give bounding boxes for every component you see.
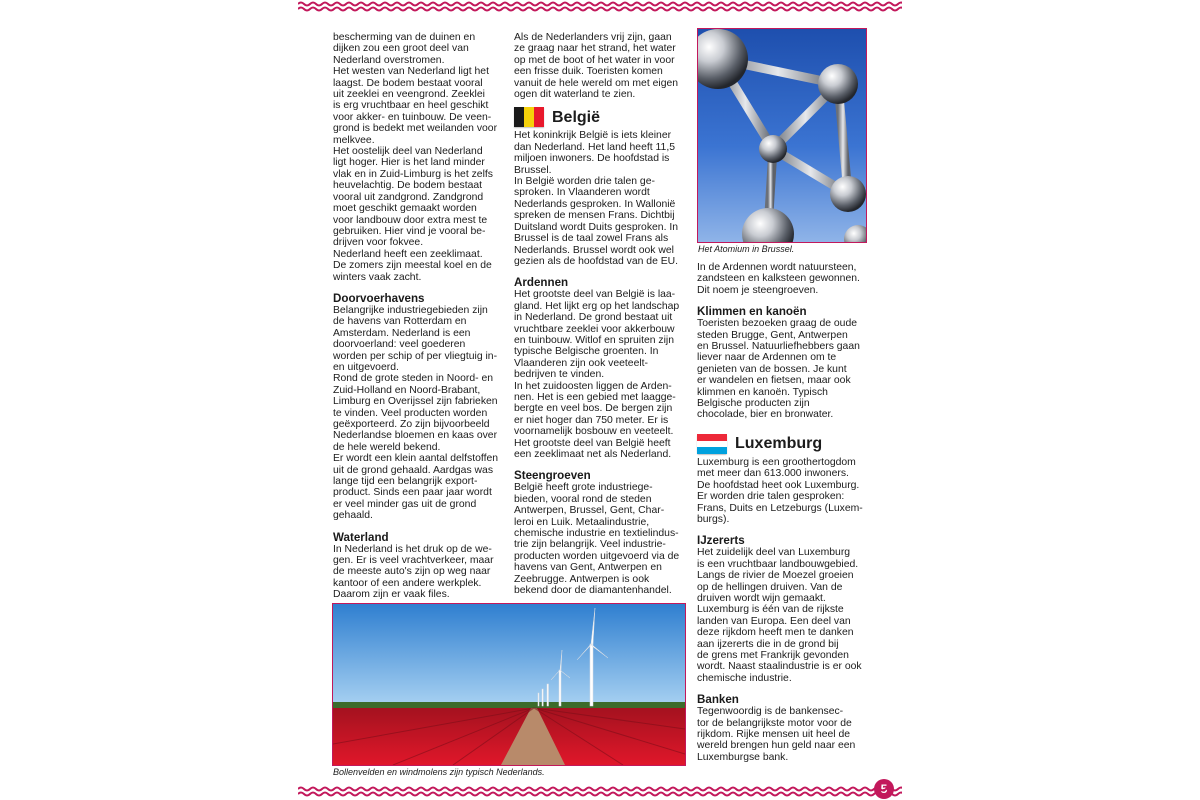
ardennen-text: Het grootste deel van België is laa- gland. Het lijkt erg op het landschap in Nederland. De grond bestaat uit vruchtbare zeeklei voor akkerbouw en tuinbouw. Witlof en spruiten zijn typische Belgische groenten. In Vlaanderen zijn ook veeteelt- bedrijven te vinden. In het zuidoosten liggen de Arden- nen. Het is een gebied met laagge- bergte en veel bos. De bergen zijn er niet hoger dan 750 meter. Er is voornamelijk bosbouw en veeteelt. Het grootste deel van België heeft een zeeklimaat net als Nederland.: [514, 289, 680, 460]
tulip-field-photo: [332, 603, 686, 766]
belgie-text: Het koninkrijk België is iets kleiner dan Nederland. Het land heeft 11,5 miljoen inwoners. De hoofdstad is Brussel. In België worden drie talen ge- sproken. In Vlaanderen wordt Nederlands gesproken. In Wallonië spreken de mensen Frans. Dichtbij Duitsland wordt Duits gesproken. In Brussel is de taal zowel Frans als Nederlands. Brussel wordt ook wel gezien als de hoofdstad van de EU.: [514, 130, 679, 267]
tulip-field-caption: Bollenvelden en windmolens zijn typisch Nederlands.: [333, 767, 545, 777]
ardennen-heading: Ardennen: [514, 276, 569, 290]
column-3: [697, 262, 869, 763]
steengroeven-heading: Steengroeven: [514, 469, 591, 483]
klimmen-heading: Klimmen en kanoën: [697, 305, 807, 319]
banken-text: Tegenwoordig is de bankensec- tor de belangrijkste motor voor de rijkdom. Rijke mensen uit heel de wereld brengen hun geld naar een Luxemburgse bank.: [697, 706, 856, 763]
atomium-illustration: [698, 29, 866, 242]
banken-heading: Banken: [697, 693, 739, 707]
waterland-text: In Nederland is het druk op de we- gen. Er is veel vrachtverkeer, maar de meeste auto's zijn op weg naar kantoor of een andere werkplek. Daarom zijn er vaak files.: [333, 543, 494, 601]
document-page: [298, 0, 902, 800]
klimmen-text: Toeristen bezoeken graag de oude steden Brugge, Gent, Antwerpen en Brussel. Natuurliefhebbers gaan liever naar de Ardennen om te genieten van de bossen. Je kunt er wandelen en fietsen, maar ook klimmen en kanoën. Typisch Belgische producten zijn chocolade, bier en bronwater.: [697, 318, 860, 421]
waterland-heading: Waterland: [333, 530, 389, 544]
steengroeven-text: België heeft grote industriege- bieden, vooral rond de steden Antwerpen, Brussel, Gent, Char- leroi en Luik. Metaalindustrie, chemische industrie en textielindus- trie zijn belangrijk. Veel industrie- producten worden uitgevoerd via de havens van Gent, Antwerpen en Zeebrugge. Antwerpen is ook bekend door de diamantenhandel.: [514, 482, 680, 597]
netherlands-intro-text: bescherming van de duinen en dijken zou een groot deel van Nederland overstromen. Het westen van Nederland ligt het laagst. De bodem bestaat vooral uit zeeklei en veengrond. Zeeklei is erg vruchtbaar en heel geschikt voor akker- en tuinbouw. De veen- grond is bedekt met weilanden voor melkvee. Het oostelijk deel van Nederland ligt hoger. Hier is het land minder vlak en in Zuid-Limburg is het zelfs heuvelachtig. De bodem bestaat vooral uit zandgrond. Zandgrond moet geschikt gemaakt worden voor landbouw door extra mest te gebruiken. Hier vind je vooral be- drijven voor fokvee. Nederland heeft een zeeklimaat. De zomers zijn meestal koel en de winters vaak zacht.: [333, 32, 498, 283]
bottom-wavy-border: [298, 785, 902, 799]
doorvoerhavens-heading: Doorvoerhavens: [333, 291, 425, 305]
luxemburg-title: Luxemburg: [735, 435, 823, 453]
column-2: [514, 32, 687, 596]
luxemburg-header: [697, 433, 869, 455]
belgie-title: België: [552, 108, 601, 126]
waterland-continued-text: Als de Nederlanders vrij zijn, gaan ze graag naar het strand, het water op met de boot of het water in voor een frisse duik. Toeristen komen vanuit de hele wereld om met eigen ogen dit waterland te zien.: [514, 32, 679, 101]
column-1: [333, 32, 501, 601]
ijzererts-heading: IJzererts: [697, 534, 745, 548]
luxembourg-flag-icon: [697, 434, 727, 454]
ijzererts-text: Het zuidelijk deel van Luxemburg is een vruchtbaar landbouwgebied. Langs de rivier de Moezel groeien op de hellingen druiven. Van de druiven wordt wijn gemaakt. Luxemburg is één van de rijkste landen van Europa. Een deel van deze rijkdom heeft men te danken aan ijzererts die in de grond bij de grens met Frankrijk gevonden wordt. Naast staalindustrie is er ook chemische industrie.: [697, 547, 862, 684]
steengroeven-continued-text: In de Ardennen wordt natuursteen, zandsteen en kalksteen gewonnen. Dit noem je steengroeven.: [697, 262, 860, 296]
doorvoerhavens-text: Belangrijke industriegebieden zijn de havens van Rotterdam en Amsterdam. Nederland is een doorvoerland: veel goederen worden per schip of per vliegtuig in- en uitgevoerd. Rond de grote steden in Noord- en Zuid-Holland en Noord-Brabant, Limburg en Overijssel zijn fabrieken te vinden. Veel producten worden geëxporteerd. Zo zijn bijvoorbeeld Nederlandse bloemen en kaas over de hele wereld bekend. Er wordt een klein aantal delfstoffen uit de grond gehaald. Aardgas was lange tijd een belangrijk export- product. Sinds een paar jaar wordt er veel minder gas uit de grond gehaald.: [333, 304, 499, 522]
atomium-caption: Het Atomium in Brussel.: [698, 244, 795, 254]
atomium-photo: [697, 28, 867, 243]
belgium-flag-icon: [514, 107, 544, 127]
belgie-header: [514, 106, 687, 128]
tulip-windmill-illustration: [333, 604, 685, 765]
luxemburg-text: Luxemburg is een groothertogdom met meer dan 613.000 inwoners. De hoofdstad heet ook Luxemburg. Er worden drie talen gesproken: Frans, Duits en Letzeburgs (Luxem- burgs).: [697, 456, 863, 525]
top-wavy-border: [298, 0, 902, 14]
page-number-badge: 5: [874, 779, 894, 799]
